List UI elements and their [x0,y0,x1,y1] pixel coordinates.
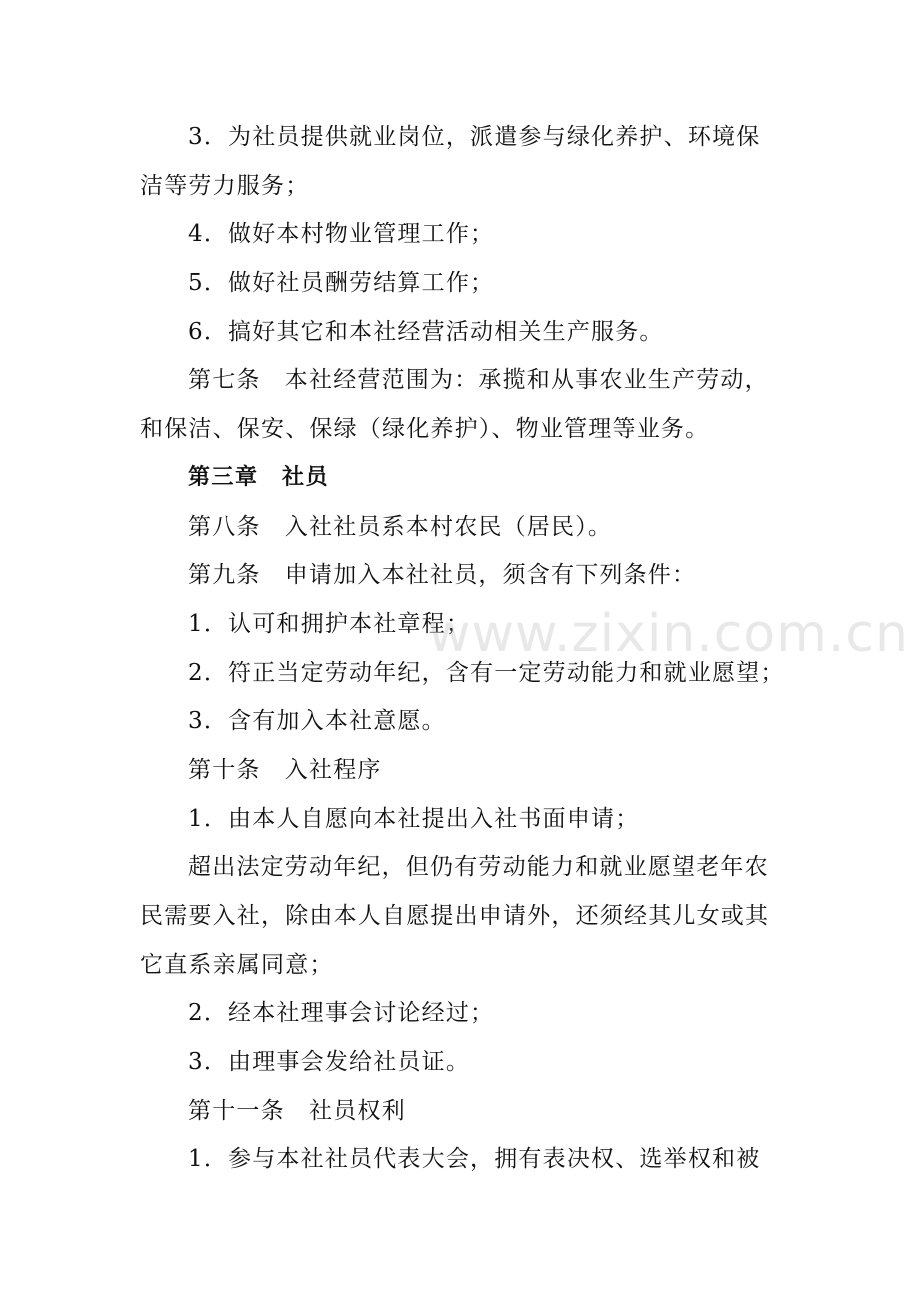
text-line: 3．为社员提供就业岗位，派遣参与绿化养护、环境保 [188,124,761,150]
text-line: 第十条 入社程序 [188,756,382,783]
text-line: 1．认可和拥护本社章程； [188,610,471,637]
text-line: 1．参与本社社员代表大会，拥有表决权、选举权和被 [188,1146,761,1173]
text-line: 它直系亲属同意； [140,951,334,978]
text-line: 2．符正当定劳动年纪，含有一定劳动能力和就业愿望； [188,659,785,686]
text-line: 超出法定劳动年纪，但仍有劳动能力和就业愿望老年农 [188,854,769,881]
chapter-heading: 第三章 社员 [188,464,330,490]
text-line: 5．做好社员酬劳结算工作； [188,270,495,297]
text-line: 3．由理事会发给社员证。 [188,1049,471,1076]
text-line: 和保洁、保安、保绿（绿化养护）、物业管理等业务。 [140,416,710,443]
text-line: 第八条 入社社员系本村农民（居民）。 [188,513,613,540]
text-line: 3．含有加入本社意愿。 [188,708,446,735]
text-line: 4．做好本村物业管理工作； [188,221,495,248]
watermark: www.zixin.com.cn [428,604,909,664]
text-line: 民需要入社，除由本人自愿提出申请外，还须经其儿女或其 [140,903,770,929]
text-line: 6．搞好其它和本社经营活动相关生产服务。 [188,318,664,345]
text-line: 第七条 本社经营范围为：承揽和从事农业生产劳动， [188,367,769,394]
text-line: 洁等劳力服务； [140,172,310,199]
text-line: 第十一条 社员权利 [188,1097,406,1124]
text-line: 第九条 申请加入本社社员，须含有下列条件： [188,562,697,589]
text-line: 1．由本人自愿向本社提出入社书面申请； [188,805,640,832]
text-line: 2．经本社理事会讨论经过； [188,1000,495,1027]
